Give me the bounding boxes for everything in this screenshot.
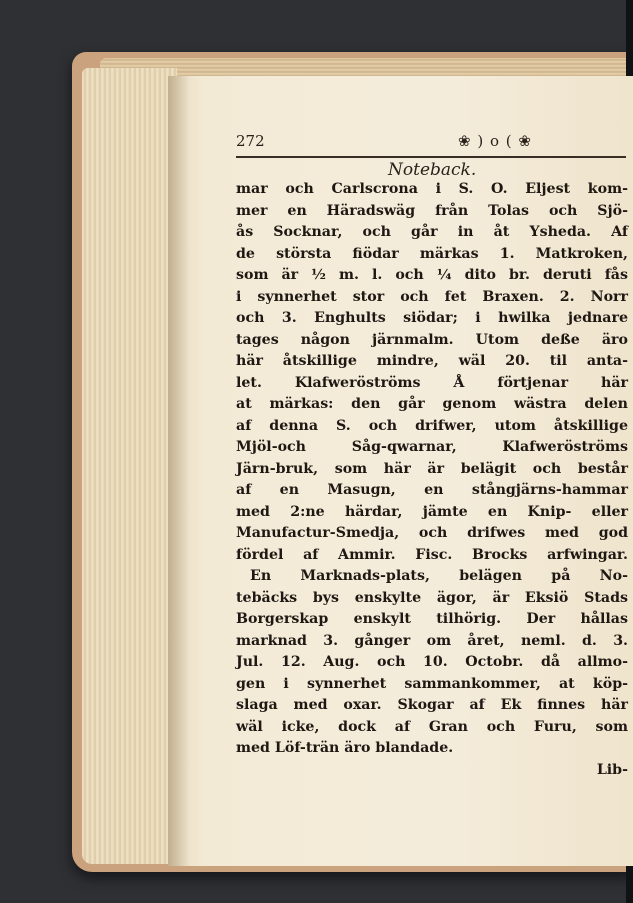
header-ornament: ❀ ) o ( ❀ [458,132,532,150]
gutter-shadow [168,76,190,866]
text-line: och 3. Enghults siödar; i hwilka jednare [236,310,628,326]
text-line: fördel af Ammir. Fisc. Brocks arfwingar. [236,546,628,563]
page-header [236,132,626,156]
text-line: i synnerhet stor och fet Braxen. 2. Norr [236,288,628,305]
book-page [168,76,633,866]
book-top-edge [100,58,633,76]
text-line: af en Masugn, en stångjärns-hammar [236,482,628,498]
text-line: af denna S. och drifwer, utom åtskillige [236,417,628,434]
text-line: mer en Häradswäg från Tolas och Sjö- [236,202,628,219]
text-line: slaga med oxar. Skogar af Ek finnes här [236,697,628,713]
text-line: med 2:ne härdar, jämte en Knip- eller [236,503,628,520]
text-line: Jul. 12. Aug. och 10. Octobr. då allmo- [236,654,628,670]
text-line: som är ½ m. l. och ¼ dito br. deruti fås [236,267,628,283]
text-line: ås Socknar, och går in åt Ysheda. Af [236,224,628,240]
text-line: Järn-bruk, som här är belägit och består [236,460,628,477]
text-line: mar och Carlscrona i S. O. Eljest kom- [236,181,628,197]
text-line: här åtskillige mindre, wäl 20. til anta- [236,353,628,369]
section-title: Noteback. [388,160,477,180]
text-line: at märkas: den går genom wästra delen [236,396,628,412]
text-line: de största fiödar märkas 1. Matkroken, [236,245,628,262]
text-line: tebäcks bys enskylte ägor, är Eksiö Stads [236,589,628,606]
text-line: gen i synnerhet sammankommer, at köp- [236,675,628,692]
text-line: Borgerskap enskylt tilhörig. Der hållas [236,611,628,627]
text-line: marknad 3. gånger om året, neml. d. 3. [236,632,628,649]
text-line: Mjöl-och Såg-qwarnar, Klafweröströms [236,439,628,455]
catchword: Lib- [596,761,628,778]
body-text [236,179,628,781]
text-line: wäl icke, dock af Gran och Furu, som [236,718,628,735]
text-line: Manufactur-Smedja, och drifwes med god [236,525,628,541]
text-line: med Löf-trän äro blandade. [236,740,454,756]
text-line: let. Klafweröströms Å förtjenar här [236,374,628,391]
text-line: tages någon järnmalm. Utom deße äro [236,331,628,348]
book-page-edges [82,68,177,864]
text-line: En Marknads-plats, belägen på No- [250,568,628,584]
page-number: 272 [236,132,265,150]
header-rule [236,156,626,158]
